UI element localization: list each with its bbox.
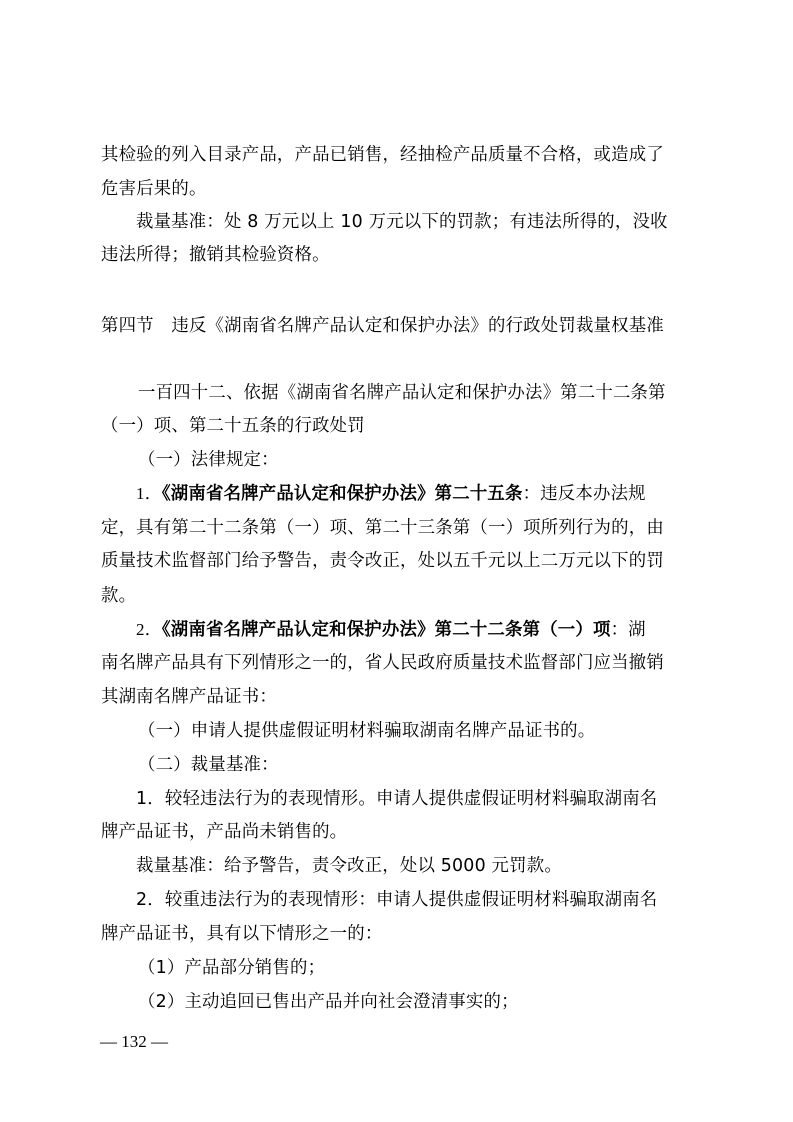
page-number-footer: — 132 — — [100, 1032, 168, 1051]
article-heading: 一百四十二、依据《湖南省名牌产品认定和保护办法》第二十二条第 — [138, 383, 666, 403]
text-line: 2．较重违法行为的表现情形：申请人提供虚假证明材料骗取湖南名 — [136, 890, 658, 910]
paragraph-number: 2． — [136, 620, 162, 639]
list-item: （1）产品部分销售的； — [138, 958, 326, 978]
list-item: （2）主动追回已售出产品并向社会澄清事实的； — [138, 992, 519, 1012]
law-citation: 《湖南省名牌产品认定和保护办法》第二十五条 — [161, 484, 523, 504]
text-line: 质量技术监督部门给予警告，责令改正，处以五千元以上二万元以下的罚 — [101, 551, 664, 571]
text-line: 其检验的列入目录产品，产品已销售，经抽检产品质量不合格，或造成了 — [101, 145, 664, 165]
text-line: 违法所得；撤销其检验资格。 — [101, 245, 330, 265]
paragraph-1-first-line — [136, 482, 793, 506]
list-item: （一）申请人提供虚假证明材料骗取湖南名牌产品证书的。 — [138, 721, 596, 741]
subheading-discretion-standard: （二）裁量基准： — [138, 755, 279, 775]
subheading-legal-provisions: （一）法律规定： — [138, 450, 279, 470]
text-line: 款。 — [101, 586, 137, 606]
text-line: 牌产品证书，具有以下情形之一的： — [101, 924, 383, 944]
paragraph-text: ：违反本办法规 — [522, 484, 646, 504]
text-line: 牌产品证书，产品尚未销售的。 — [101, 822, 348, 842]
text-line: 其湖南名牌产品证书： — [101, 687, 277, 707]
section-heading: 第四节 违反《湖南省名牌产品认定和保护办法》的行政处罚裁量权基准 — [101, 316, 664, 336]
text-line: 南名牌产品具有下列情形之一的，省人民政府质量技术监督部门应当撤销 — [101, 653, 664, 673]
text-line: 1．较轻违法行为的表现情形。申请人提供虚假证明材料骗取湖南名 — [136, 789, 658, 809]
article-heading: （一）项、第二十五条的行政处罚 — [101, 416, 365, 436]
paragraph-number: 1． — [136, 484, 162, 503]
law-citation: 《湖南省名牌产品认定和保护办法》第二十二条第（一）项 — [161, 620, 611, 640]
text-line: 定，具有第二十二条第（一）项、第二十三条第（一）项所列行为的，由 — [101, 518, 664, 538]
text-line: 危害后果的。 — [101, 179, 207, 199]
text-line: 裁量基准：处 8 万元以上 10 万元以下的罚款；有违法所得的，没收 — [136, 212, 668, 232]
text-line: 裁量基准：给予警告，责令改正，处以 5000 元罚款。 — [136, 856, 562, 876]
paragraph-2-first-line — [136, 618, 793, 642]
paragraph-text: ：湖 — [610, 620, 646, 640]
